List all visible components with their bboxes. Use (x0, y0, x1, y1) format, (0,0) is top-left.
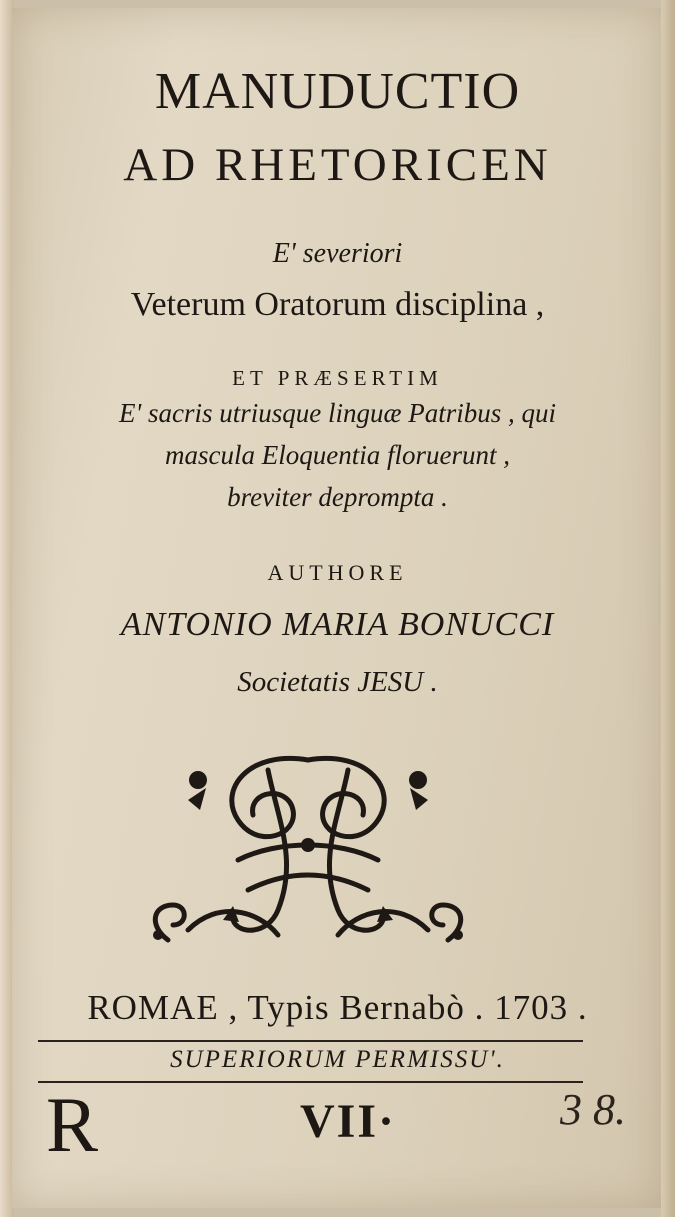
author-label: AUTHORE (267, 560, 408, 585)
shelf-mark-letter: R (46, 1081, 99, 1168)
shelf-mark-number: 3 8. (560, 1085, 626, 1134)
subtitle-line-4: E' sacris utriusque linguæ Patribus , qui (118, 398, 557, 428)
subtitle-line-2: Veterum Oratorum disciplina , (130, 286, 545, 323)
title-line-1: MANUDUCTIO (154, 63, 521, 120)
subtitle-line-1: E' severiori (272, 238, 403, 269)
monogram-ornament-icon (128, 740, 488, 950)
permission-line: SUPERIORUM PERMISSU'. (170, 1046, 505, 1073)
rule-upper (38, 1040, 583, 1042)
imprint-line: ROMAE , Typis Bernabò . 1703 . (87, 988, 588, 1027)
title-line-2: AD RHETORICEN (123, 139, 552, 191)
shelf-mark-roman: VII· (300, 1095, 397, 1148)
rule-lower (38, 1081, 583, 1083)
subtitle-line-5: mascula Eloquentia floruerunt , (165, 440, 510, 470)
subtitle-line-3: ET PRÆSERTIM (232, 366, 443, 390)
author-name: ANTONIO MARIA BONUCCI (120, 606, 555, 643)
author-order: Societatis JESU . (237, 666, 438, 698)
subtitle-line-6: breviter deprompta . (227, 482, 448, 512)
